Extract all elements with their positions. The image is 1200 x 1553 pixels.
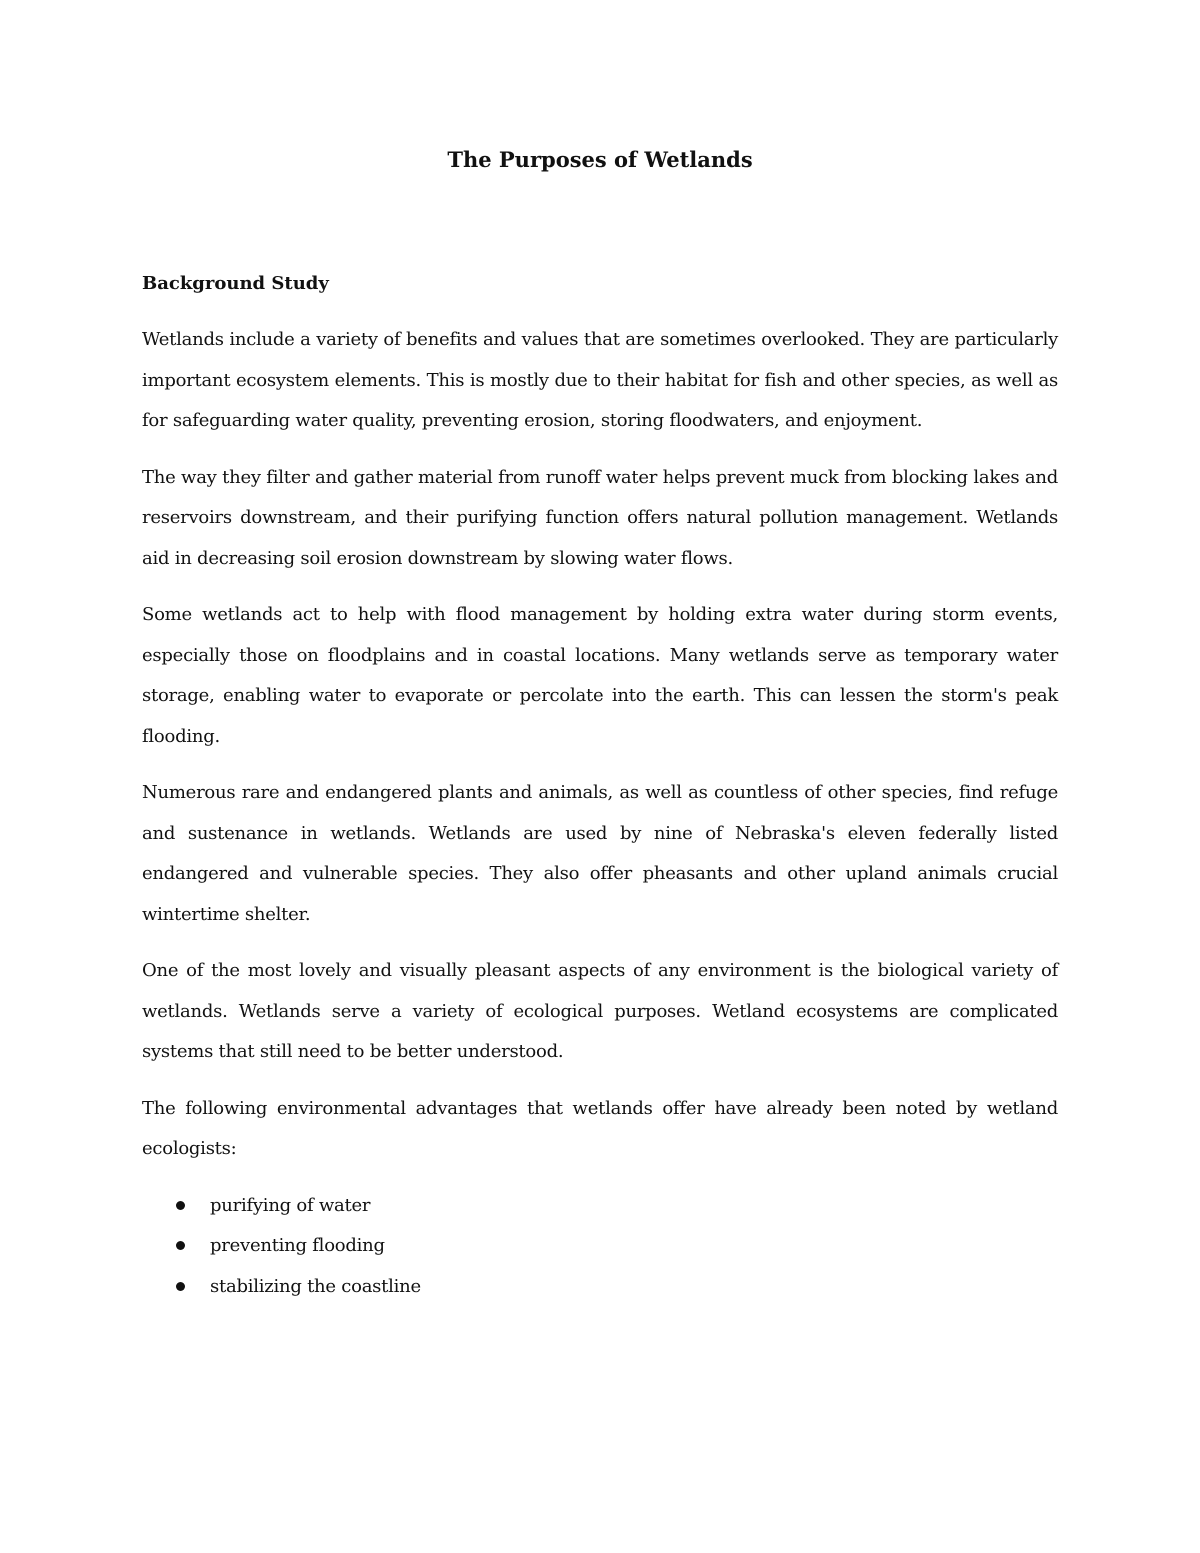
list-item-text: purifying of water bbox=[210, 1194, 371, 1216]
paragraph-4: Numerous rare and endangered plants and animals, as well as countless of other species, find refuge and sustenance in wetlands. Wetlands are used by nine of Nebraska's eleven federally listed endangered and vulnerable species. They also offer pheasants and other upland animals crucial wintertime shelter. bbox=[142, 782, 1058, 925]
list-item bbox=[142, 1186, 1058, 1227]
list-item-text: preventing flooding bbox=[210, 1235, 385, 1256]
list-item bbox=[142, 1226, 1058, 1267]
bullet-icon bbox=[176, 1282, 185, 1291]
bullet-icon bbox=[176, 1241, 185, 1250]
paragraph-2: The way they filter and gather material from runoff water helps prevent muck from blocking lakes and reservoirs downstream, and their purifying function offers natural pollution management. Wetlands aid in decreasing soil erosion downstream by slowing water flows. bbox=[142, 466, 1058, 569]
paragraph-1: Wetlands include a variety of benefits and values that are sometimes overlooked. They are particularly important ecosystem elements. This is mostly due to their habitat for fish and other species, as well as for safeguarding water quality, preventing erosion, storing floodwaters, and enjoyment. bbox=[142, 329, 1058, 431]
list-item-text: stabilizing the coastline bbox=[210, 1275, 421, 1297]
bullet-list bbox=[142, 1186, 1058, 1308]
document-body bbox=[142, 140, 1058, 1307]
bullet-icon bbox=[176, 1201, 185, 1210]
section-heading: Background Study bbox=[142, 273, 329, 294]
paragraph-6: The following environmental advantages that wetlands offer have already been noted by wetland ecologists: bbox=[142, 1097, 1058, 1159]
page-title: The Purposes of Wetlands bbox=[447, 147, 753, 172]
paragraph-5: One of the most lovely and visually pleasant aspects of any environment is the biological variety of wetlands. Wetlands serve a variety of ecological purposes. Wetland ecosystems are complicated systems that still need to be better understood. bbox=[142, 960, 1058, 1062]
list-item bbox=[142, 1267, 1058, 1308]
paragraph-3: Some wetlands act to help with flood management by holding extra water during storm events, especially those on floodplains and in coastal locations. Many wetlands serve as temporary water storage, enabling water to evaporate or percolate into the earth. This can lessen the storm's peak flooding. bbox=[142, 604, 1058, 747]
